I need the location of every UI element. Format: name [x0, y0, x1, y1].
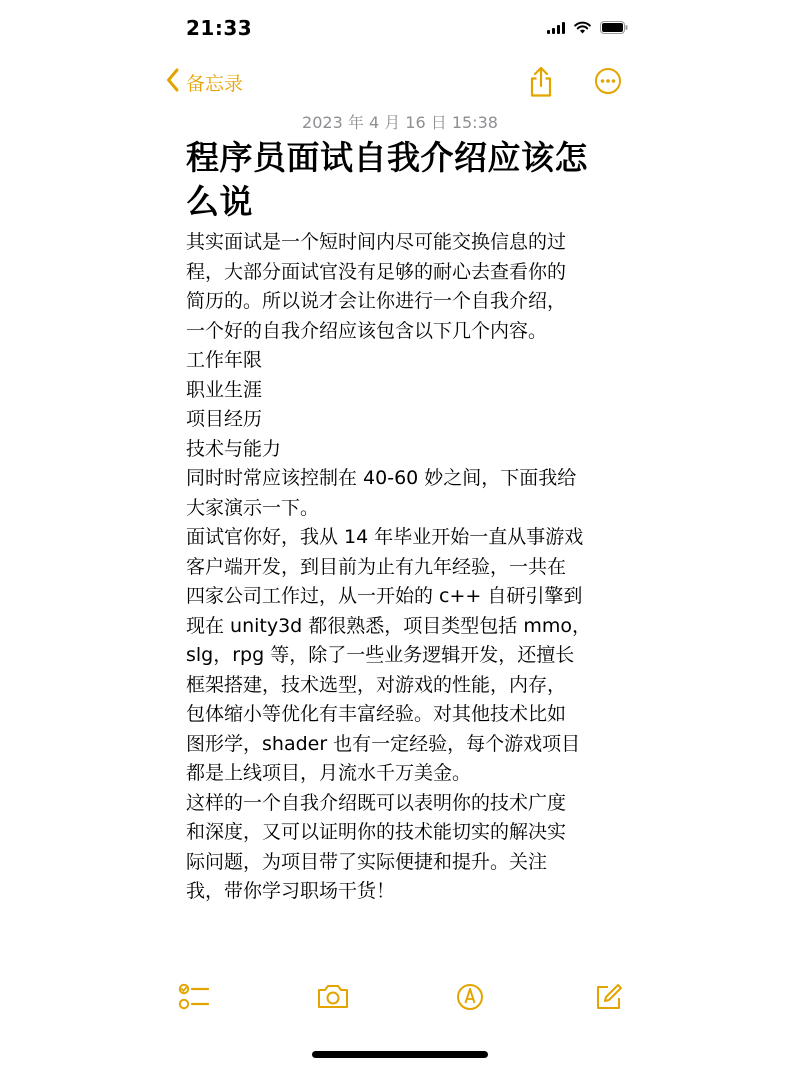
markup-pen-icon — [456, 997, 484, 1016]
home-indicator[interactable] — [312, 1051, 488, 1058]
note-line: 包体缩小等优化有丰富经验。对其他技术比如 — [186, 703, 567, 725]
nav-bar — [0, 64, 800, 104]
more-ellipsis-icon — [594, 80, 622, 99]
note-line: 和深度，又可以证明你的技术能切实的解决实 — [186, 821, 567, 843]
note-body[interactable] — [186, 228, 626, 907]
cellular-signal-icon — [547, 22, 565, 34]
note-line: 程，大部分面试官没有足够的耐心去查看你的 — [186, 260, 567, 283]
share-button[interactable] — [528, 66, 554, 102]
note-line: 一个好的自我介绍应该包含以下几个内容。 — [186, 319, 548, 342]
note-line: 都是上线项目，月流水千万美金。 — [186, 762, 472, 784]
status-bar — [0, 0, 800, 56]
camera-icon — [316, 995, 350, 1014]
note-line: 项目经历 — [186, 408, 263, 430]
note-line: 框架搭建，技术选型，对游戏的性能，内存， — [186, 673, 567, 696]
note-line: slg，rpg 等，除了一些业务逻辑开发，还擅长 — [186, 644, 575, 666]
note-line: 四家公司工作过，从一开始的 c++ 自研引擎到 — [186, 585, 583, 607]
note-line: 职业生涯 — [186, 378, 263, 401]
note-line: 现在 unity3d 都很熟悉，项目类型包括 mmo， — [186, 614, 591, 637]
note-line: 简历的。所以说才会让你进行一个自我介绍， — [186, 290, 567, 312]
note-line: 大家演示一下。 — [186, 496, 320, 519]
status-time: 21:33 — [186, 16, 253, 40]
note-title-line: 程序员面试自我介绍应该怎 — [186, 138, 588, 177]
note-line: 这样的一个自我介绍既可以表明你的技术广度 — [186, 791, 567, 814]
checklist-button[interactable] — [178, 982, 210, 1016]
compose-icon — [594, 997, 624, 1016]
bottom-toolbar — [0, 982, 800, 1022]
checklist-icon — [178, 997, 210, 1016]
back-label: 备忘录 — [186, 72, 244, 95]
note-date: 2023 年 4 月 16 日 15:38 — [302, 113, 498, 132]
note-line: 同时时常应该控制在 40-60 妙之间，下面我给 — [186, 467, 577, 489]
more-button[interactable] — [594, 67, 622, 99]
status-icons — [547, 21, 628, 34]
share-icon — [528, 83, 554, 102]
note-line: 我，带你学习职场干货！ — [186, 880, 396, 902]
note-line: 其实面试是一个短时间内尽可能交换信息的过 — [186, 231, 567, 253]
camera-button[interactable] — [316, 982, 350, 1014]
wifi-icon — [574, 21, 591, 34]
battery-icon — [600, 21, 628, 34]
note-line: 际问题，为项目带了实际便捷和提升。关注 — [186, 850, 548, 873]
back-button[interactable] — [166, 68, 243, 96]
note-line: 技术与能力 — [186, 437, 282, 460]
markup-button[interactable] — [456, 982, 484, 1016]
note-line: 工作年限 — [186, 349, 263, 371]
note-title-line: 么说 — [186, 182, 253, 221]
compose-button[interactable] — [594, 982, 624, 1016]
note-line: 客户端开发，到目前为止有九年经验，一共在 — [186, 555, 567, 578]
note-title[interactable] — [186, 136, 616, 224]
note-line: 图形学，shader 也有一定经验，每个游戏项目 — [186, 732, 581, 755]
chevron-left-icon — [166, 68, 180, 96]
note-line: 面试官你好，我从 14 年毕业开始一直从事游戏 — [186, 526, 584, 548]
